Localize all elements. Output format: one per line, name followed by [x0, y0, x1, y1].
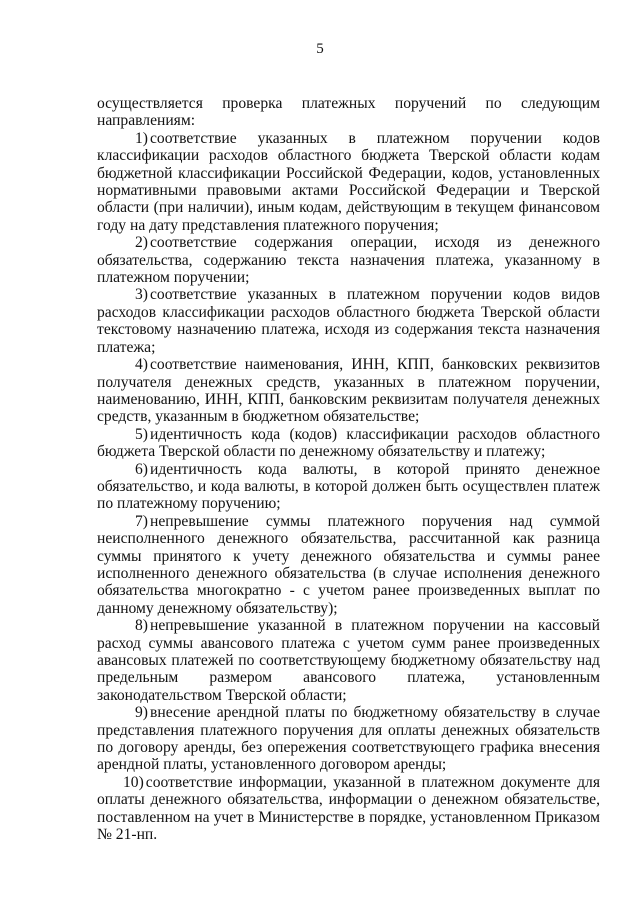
page-number: 5 — [316, 41, 324, 57]
list-item-text: идентичность кода валюты, в которой принято денежное обязательство, и кода валюты, в которой должен быть осуществлен платеж по платежному поручению; — [97, 460, 600, 513]
list-item-text: непревышение указанной в платежном поручении на кассовый расход суммы авансового платежа с учетом сумм ранее произведенных авансовых платежей по соответствующему бюджетному обязательству над предельным размером авансового платежа, установленным законодательством Тверской области; — [97, 617, 600, 704]
intro-paragraph: осуществляется проверка платежных поручений по следующим направлениям: — [97, 95, 600, 130]
list-item-5 — [97, 426, 600, 461]
list-item-text: соответствие наименования, ИНН, КПП, банковских реквизитов получателя денежных средств, указанных в платежном поручении, наименованию, ИНН, КПП, банковским реквизитам получателя денежных средств, указанным в бюджетном обязательстве; — [97, 356, 600, 426]
list-item-number: 5) — [135, 425, 148, 443]
list-item-number: 10) — [123, 773, 144, 791]
list-item-number: 1) — [135, 129, 148, 147]
list-item-number: 9) — [135, 704, 148, 722]
list-item-number: 3) — [135, 286, 148, 304]
document-body — [97, 95, 600, 843]
list-item-1 — [97, 130, 600, 234]
list-item-number: 2) — [135, 234, 148, 252]
list-item-number: 7) — [135, 512, 148, 530]
list-item-4 — [97, 356, 600, 426]
list-item-number: 8) — [135, 617, 148, 635]
list-item-text: соответствие содержания операции, исходя из денежного обязательства, содержанию текста назначения платежа, указанному в платежном поручении; — [97, 234, 600, 287]
list-item-text: внесение арендной платы по бюджетному обязательству в случае представления платежного поручения для оплаты денежных обязательств по договору аренды, без опережения соответствующего графика внесения арендной платы, установленного договором аренды; — [97, 704, 600, 774]
list-item-text: соответствие указанных в платежном поручении кодов классификации расходов областного бюджета Тверской области кодам бюджетной классификации Российской Федерации, кодов, установленных нормативными правовыми актами Российской Федерации и Тверской области (при наличии), иным кодам, действующим в текущем финансовом году на дату представления платежного поручения; — [97, 129, 600, 234]
list-item-2 — [97, 234, 600, 286]
list-item-text: идентичность кода (кодов) классификации расходов областного бюджета Тверской области по денежному обязательству и платежу; — [97, 425, 600, 461]
list-item-text: непревышение суммы платежного поручения над суммой неисполненного денежного обязательства, рассчитанной как разница суммы принятого к учету денежного обязательства и суммы ранее исполненного денежного обязательства (в случае исполнения денежного обязательства многократно - с учетом ранее произведенных выплат по данному денежному обязательству); — [97, 512, 600, 617]
list-item-3 — [97, 286, 600, 356]
list-item-number: 4) — [135, 356, 148, 374]
list-item-8 — [97, 617, 600, 704]
list-item-7 — [97, 513, 600, 617]
list-item-text: соответствие указанных в платежном поручении кодов видов расходов классификации расходов областного бюджета Тверской области текстовому назначению платежа, исходя из содержания текста назначения платежа; — [97, 286, 600, 356]
list-item-number: 6) — [135, 460, 148, 478]
list-item-6 — [97, 461, 600, 513]
list-item-10 — [97, 774, 600, 844]
list-item-9 — [97, 704, 600, 774]
list-item-text: соответствие информации, указанной в платежном документе для оплаты денежного обязательства, информации о денежном обязательстве, поставленном на учет в Министерстве в порядке, установленном Приказом № 21-нп. — [97, 773, 600, 844]
